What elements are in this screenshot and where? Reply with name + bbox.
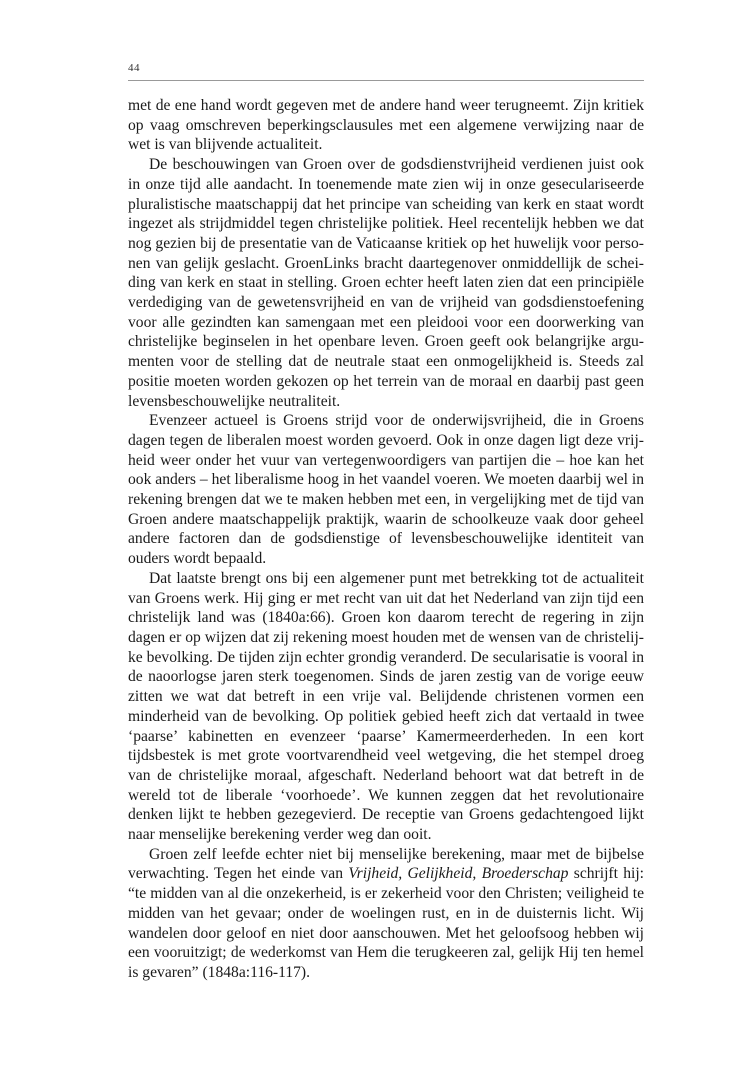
paragraph <box>128 569 644 845</box>
paragraph-text: Groen zelf leefde echter niet bij menselijke berekening, maar met de bijbelse verwachting. Tegen het einde van <box>128 845 644 883</box>
paragraph-text: met de ene hand wordt gegeven met de andere hand weer terugneemt. Zijn kritiek op vaag omschreven beperkingsclausules met een algemene verwijzing naar de wet is van blijvende actualiteit. <box>128 97 644 154</box>
body-text <box>128 96 644 983</box>
paragraph <box>128 845 644 983</box>
page-number: 44 <box>128 62 140 74</box>
paragraph <box>128 411 644 569</box>
paragraph-text: De beschouwingen van Groen over de godsdienstvrijheid verdienen juist ook in onze tijd alle aandacht. In toenemende mate zien wij in onze geseculariseerde pluralistische maatschappij dat het principe van scheiding van kerk en staat wordt ingezet als strijdmiddel tegen christelijke politiek. Heel recentelijk hebben we dat nog gezien bij de presentatie van de Vaticaanse kritiek op het huwelijk voor personen van gelijk geslacht. GroenLinks bracht daartegenover onmiddellijk de scheiding van kerk en staat in stelling. Groen echter heeft laten zien dat een principiële verdediging van de gewetensvrijheid en van de vrijheid van godsdienstoefening voor alle gezindten kan samengaan met een pleidooi voor een doorwerking van christelijke beginselen in het openbare leven. Groen geeft ook belangrijke argumenten voor de stelling dat de neutrale staat een onmogelijkheid is. Steeds zal positie moeten worden gekozen op het terrein van de moraal en daarbij past geen levensbeschouwelijke neutraliteit. <box>128 156 644 410</box>
header-rule <box>128 80 644 81</box>
paragraph <box>128 155 644 411</box>
italic-title: Vrijheid, Gelijkheid, Broederschap <box>348 865 569 883</box>
paragraph-text: Evenzeer actueel is Groens strijd voor de onderwijsvrijheid, die in Groens dagen tegen de liberalen moest worden gevoerd. Ook in onze dagen ligt deze vrijheid weer onder het vuur van vertegenwoordigers van partijen die – hoe kan het ook anders – het liberalisme hoog in het vaandel voeren. We moeten daarbij wel in rekening brengen dat we te maken hebben met een, in vergelijking met de tijd van Groen andere maatschappelijk praktijk, waarin de schoolkeuze vaak door geheel andere factoren dan de godsdienstige of levensbeschouwelijke identiteit van ouders wordt bepaald. <box>128 412 644 568</box>
paragraph <box>128 96 644 155</box>
paragraph-text: Dat laatste brengt ons bij een algemener punt met betrekking tot de actualiteit van Groens werk. Hij ging er met recht van uit dat het Nederland van zijn tijd een christelijk land was (1840a:66). Groen kon daarom terecht de regering in zijn dagen er op wijzen dat zij rekening moest houden met de wensen van de christelijke bevolking. De tijden zijn echter grondig veranderd. De secularisatie is vooral in de naoorlogse jaren sterk toegenomen. Sinds de jaren zestig van de vorige eeuw zitten we wat dat betreft in een vrije val. Belijdende christenen vormen een minderheid van de bevolking. Op politiek gebied heeft zich dat vertaald in twee ‘paarse’ kabinetten en evenzeer ‘paarse’ Kamermeerderheden. In een kort tijdsbestek is met grote voortvarendheid veel wetgeving, die het stempel droeg van de christelijke moraal, afgeschaft. Nederland behoort wat dat betreft in de wereld tot de liberale ‘voorhoede’. We kunnen zeggen dat het revolutionaire denken lijkt te hebben gezegevierd. De receptie van Groens gedachtengoed lijkt naar menselijke berekening verder weg dan ooit. <box>128 569 644 844</box>
paragraph-text: schrijft hij: “te midden van al die onzekerheid, is er zekerheid voor den Christen; veiligheid te midden van het gevaar; onder de woelingen rust, en in de duisternis licht. Wij wandelen door geloof en niet door aanschouwen. Met het geloofsoog hebben wij een vooruitzigt; de wederkomst van Hem die terugkeeren zal, gelijk Hij ten hemel is gevaren” (1848a:116-117). <box>128 865 645 981</box>
